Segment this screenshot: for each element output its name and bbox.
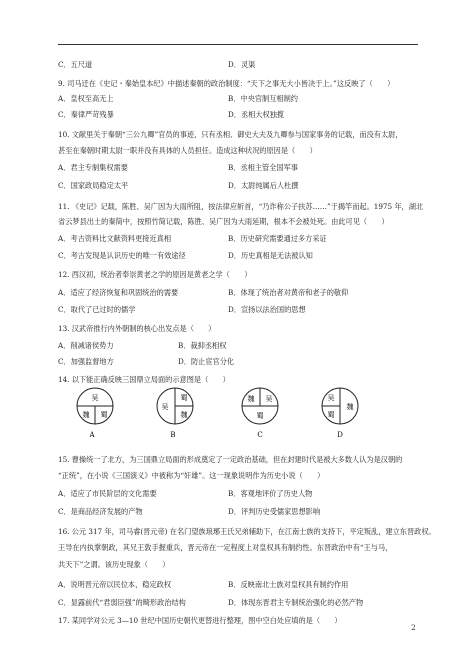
q14-d-label-1: 吴 (327, 394, 335, 402)
q13-option-d: D．防止宦官分化 (178, 357, 235, 366)
q13-option-b: B．裁抑丞相权 (178, 341, 227, 350)
q16-option-d: D．体现东晋君主专制统治强化的必然产物 (228, 598, 364, 607)
q10-option-a: A．君主专制集权需要 (58, 163, 128, 172)
q8-option-c: C．五尺道 (58, 60, 93, 69)
q16-option-b: B．反映南北士族对皇权具有制约作用 (228, 580, 349, 589)
q12-option-d: D．宣扬以法治国的思想 (228, 305, 306, 314)
q14-stem: 14. 以下能正确反映三国鼎立局面的示意图是（ ） (58, 375, 230, 384)
q9-option-b: B．中央官制互相制约 (228, 94, 298, 103)
q11-stem-line-2: 省云梦县出土的秦简中，按照竹简记载，陈胜、吴广因为大雨延期，根本不会被处死。由此可见（ ） (58, 217, 389, 226)
q8-option-d: D．灵渠 (228, 60, 256, 69)
header-rule (58, 44, 418, 45)
q15-option-a: A．适应了市民阶层的文化需要 (58, 489, 157, 498)
q15-stem-line-2: “正统”，在小说《三国演义》中被称为“奸雄”。这一现象说明作为历史小说（ ） (58, 471, 325, 480)
q9-option-c: C．秦律严苛残暴 (58, 110, 114, 119)
q12-option-a: A．适应了经济恢复和巩固统治的需要 (58, 288, 179, 297)
q14-diagram-d (322, 388, 358, 439)
q14-c-letter: C (257, 431, 263, 439)
q14-c-label-2: 吴 (265, 395, 273, 403)
q11-option-d: D．历史真相是无法被认知 (228, 251, 313, 260)
q14-b-label-2: 蜀 (180, 394, 188, 402)
q14-diagrams (70, 384, 390, 440)
q10-stem-line-1: 10. 文献里关于秦朝“三公九卿”官员的事迹，只有丞相、御史大夫及九卿参与国家事务的记载，而没有太尉， (58, 130, 403, 139)
q13-option-c: C．加强监督地方 (58, 357, 114, 366)
q16-stem-line-1: 16. 公元 317 年，司马睿(晋元帝) 在名门望族琅琊王氏兄弟辅助下，在江南士族的支持下，平定叛乱，建立东晋政权。 (58, 527, 436, 536)
q14-d-label-3: 魏 (346, 403, 354, 411)
q14-a-label-1: 吴 (91, 394, 99, 402)
q11-option-a: A．考古资料比文献资料更接近真相 (58, 234, 172, 243)
q11-stem-line-1: 11. 《史记》记载，陈胜、吴广因为大雨所阻，按法律应斩首，“乃诈称公子扶苏……”于揭竿而起。1975 年，湖北 (58, 202, 424, 211)
q14-d-letter: D (337, 431, 343, 439)
q10-stem-line-2: 甚至在秦朝时期太尉一职并没有具体的人员担任。造成这种状况的原因是（ ） (58, 146, 317, 155)
q15-option-c: C．是商品经济发展的产物 (58, 507, 143, 516)
q16-stem-line-2: 王导在内执掌朝政，其兄王敦手握重兵，晋元帝在一定程度上对皇权具有制约性。东晋政治中有“王与马， (58, 543, 393, 552)
q14-diagram-a (77, 388, 113, 439)
q14-a-label-2: 魏 (82, 411, 90, 419)
page-number: 2 (411, 623, 416, 632)
q14-d-label-2: 蜀 (327, 411, 335, 419)
q14-diagram-c (242, 388, 278, 439)
q15-option-d: D．评判历史受儒家思想影响 (228, 507, 321, 516)
q9-stem: 9. 司马迁在《史记・秦始皇本纪》中描述秦朝的政治制度：“天下之事无大小皆决于上。”这反映了（ ） (58, 79, 395, 88)
q14-b-label-1: 吴 (161, 403, 169, 411)
q16-stem-line-3: 共天下”之谓。该历史现象（ ） (58, 560, 170, 569)
q11-option-c: C．考古发现是认识历史的唯一有效途径 (58, 251, 186, 260)
q14-a-letter: A (89, 431, 95, 439)
q9-option-a: A．皇权至高无上 (58, 94, 114, 103)
q15-option-b: B．客观地评价了历史人物 (228, 489, 313, 498)
q14-b-label-3: 魏 (180, 411, 188, 419)
q14-c-label-3: 蜀 (256, 412, 264, 420)
q17-stem: 17. 某同学对公元 3—10 世纪中国历史朝代更替进行整理，图中空白处应填的是（ ） (58, 616, 342, 625)
q12-option-c: C．取代了已过时的儒学 (58, 305, 136, 314)
q12-stem: 12. 西汉初，统治者奉崇黄老之学的原因是黄老之学（ ） (58, 270, 252, 279)
q10-option-c: C．国家政局稳定太平 (58, 181, 129, 190)
q9-option-d: D．丞相大权独揽 (228, 110, 285, 119)
q14-diagram-b (157, 388, 193, 439)
q15-stem-line-1: 15. 曹操统一了北方，为三国鼎立局面的形成奠定了一定政治基础，但在封建时代是被大多数人认为是汉朝的 (58, 455, 403, 464)
q10-option-d: D．太尉纯属后人杜撰 (228, 181, 299, 190)
q16-option-c: C．显露前代“君弱臣强”的畸形政治结构 (58, 598, 186, 607)
q16-option-a: A．说明晋元帝以民位本，稳定政权 (58, 580, 172, 589)
q14-c-label-1: 魏 (247, 395, 255, 403)
q10-option-b: B．丞相主管全国军事 (228, 163, 298, 172)
q11-option-b: B．历史研究需要通过多方采证 (228, 234, 327, 243)
q13-stem: 13. 汉武帝推行内外朝制的核心出发点是（ ） (58, 324, 216, 333)
q14-b-letter: B (170, 431, 176, 439)
q12-option-b: B．体现了统治者对黄帝和老子的敬仰 (228, 288, 349, 297)
q13-option-a: A．削减诸侯势力 (58, 341, 114, 350)
q14-a-label-3: 蜀 (100, 411, 108, 419)
